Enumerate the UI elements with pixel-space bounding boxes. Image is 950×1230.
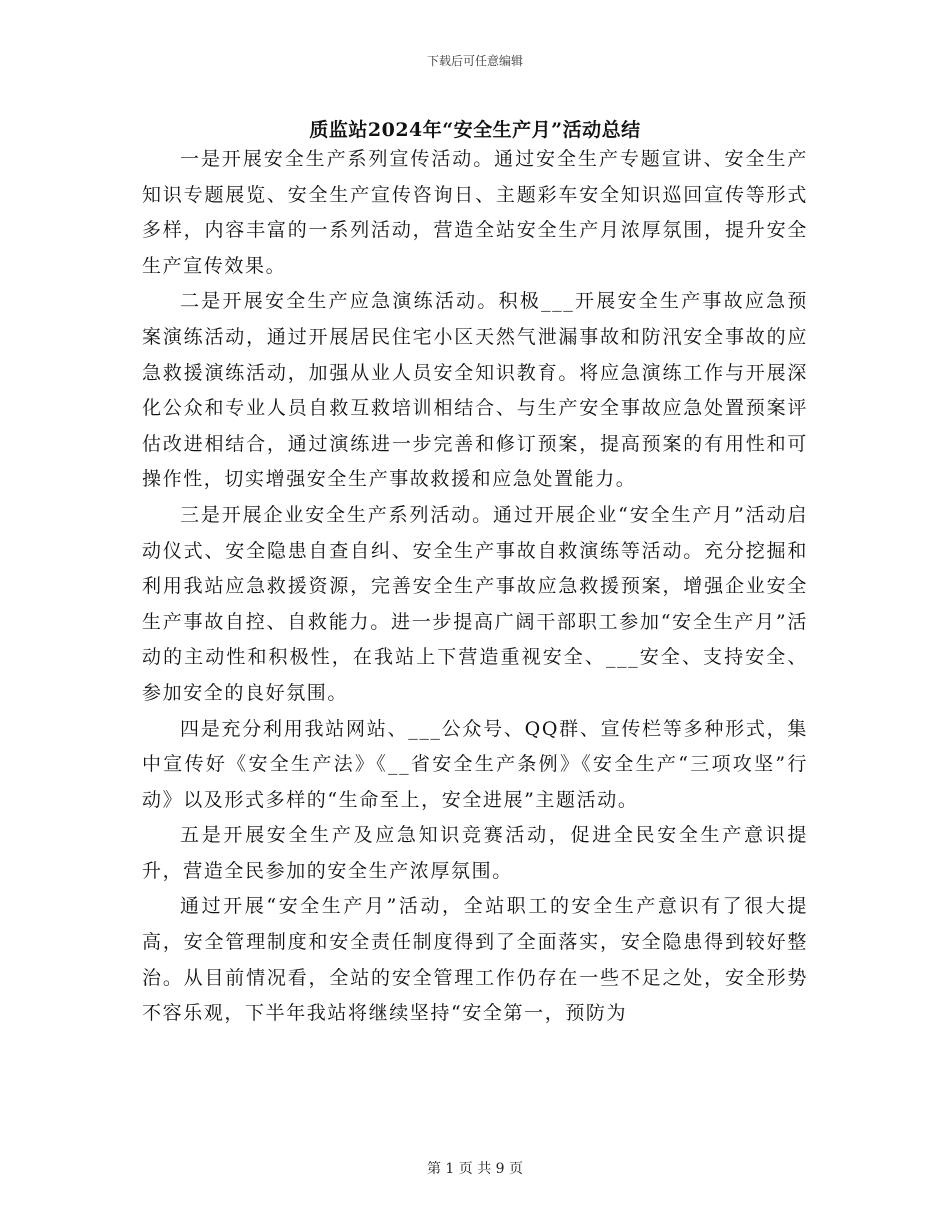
document-title: 质监站2024年“安全生产月”活动总结 <box>309 119 641 141</box>
page-number: 第 1 页 共 9 页 <box>426 1161 524 1177</box>
paragraph-2: 二是开展安全生产应急演练活动。积极___开展安全生产事故应急预案演练活动，通过开展居民住宅小区天然气泄漏事故和防汛安全事故的应急救援演练活动，加强从业人员安全知识教育。将应急演练工作与开展深化公众和专业人员自救互救培训相结合、与生产安全事故应急处置预案评估改进相结合，通过演练进一步完善和修订预案，提高预案的有用性和可操作性，切实增强安全生产事故救援和应急处置能力。 <box>142 290 808 491</box>
paragraph-5: 五是开展安全生产及应急知识竞赛活动，促进全民安全生产意识提升，营造全民参加的安全生产浓厚氛围。 <box>142 824 808 882</box>
paragraph-6: 通过开展“安全生产月”活动，全站职工的安全生产意识有了很大提高，安全管理制度和安全责任制度得到了全面落实，安全隐患得到较好整治。从目前情况看，全站的安全管理工作仍存在一些不足之处，安全形势不容乐观，下半年我站将继续坚持“安全第一，预防为 <box>142 895 808 1025</box>
paragraph-4: 四是充分利用我站网站、___公众号、QQ群、宣传栏等多种形式，集中宣传好《安全生产法》《__省安全生产条例》《安全生产“三项攻坚”行动》以及形式多样的“生命至上，安全进展”主题活动。 <box>142 717 808 811</box>
document-body <box>142 142 808 1032</box>
paragraph-1: 一是开展安全生产系列宣传活动。通过安全生产专题宣讲、安全生产知识专题展览、安全生产宣传咨询日、主题彩车安全知识巡回宣传等形式多样，内容丰富的一系列活动，营造全站安全生产月浓厚氛围，提升安全生产宣传效果。 <box>142 148 808 277</box>
paragraph-3: 三是开展企业安全生产系列活动。通过开展企业“安全生产月”活动启动仪式、安全隐患自查自纠、安全生产事故自救演练等活动。充分挖掘和利用我站应急救援资源，完善安全生产事故应急救援预案，增强企业安全生产事故自控、自救能力。进一步提高广阔干部职工参加“安全生产月”活动的主动性和积极性，在我站上下营造重视安全、___安全、支持安全、参加安全的良好氛围。 <box>142 503 808 704</box>
page-header-note: 下载后可任意编辑 <box>426 54 523 68</box>
